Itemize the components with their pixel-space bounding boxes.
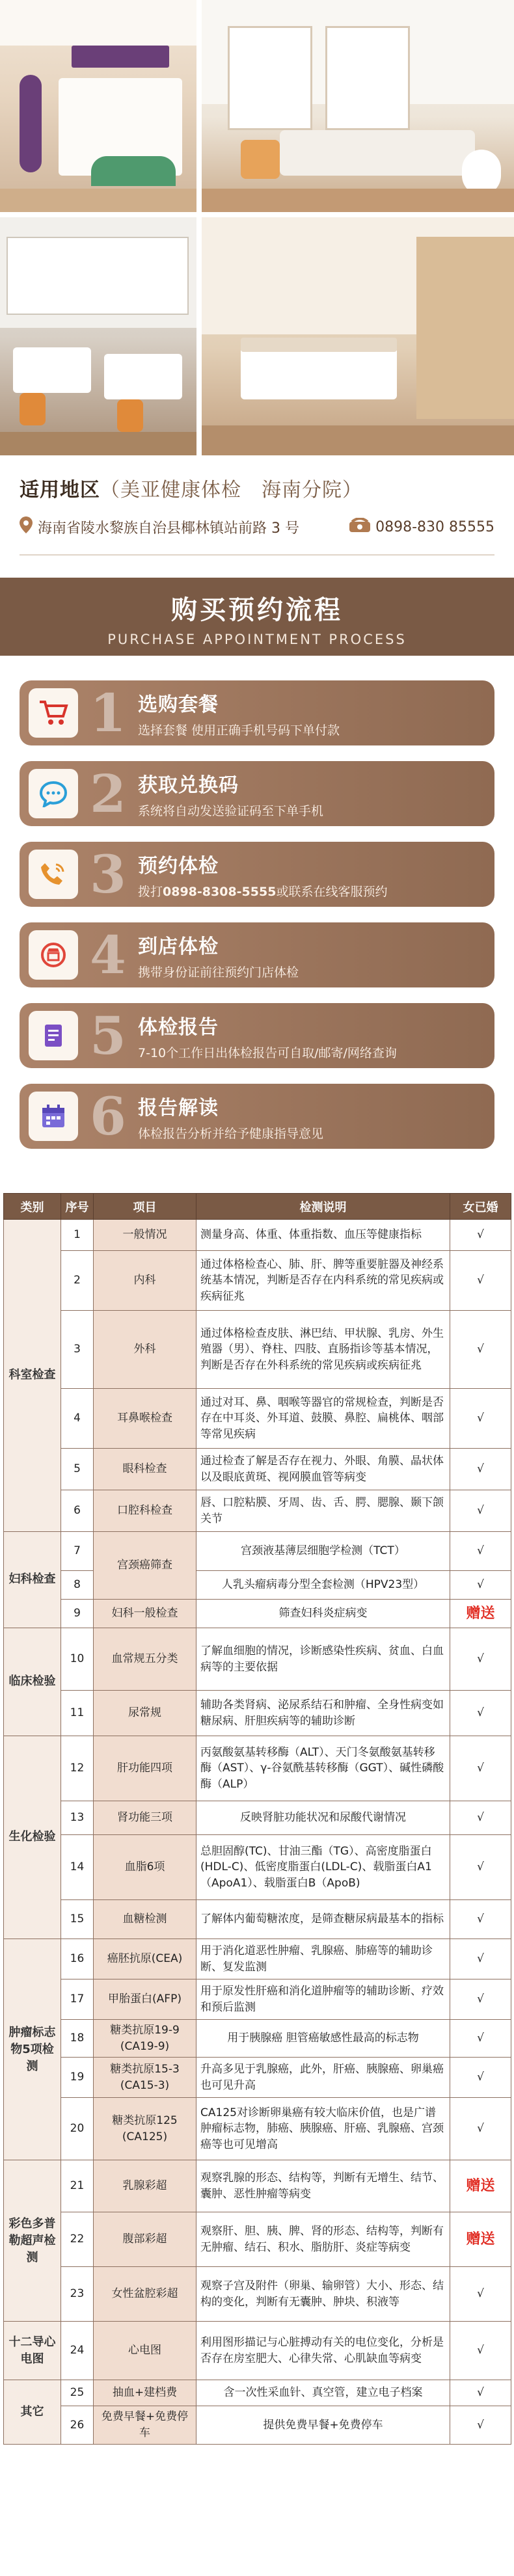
- step-desc: 选择套餐 使用正确手机号码下单付款: [138, 723, 340, 738]
- table-row: 13 肾功能三项 反映肾脏功能状况和尿酸代谢情况 √: [4, 1801, 511, 1835]
- dining-photo: [0, 217, 196, 455]
- banner-title: 购买预约流程: [171, 595, 343, 625]
- step-4: 4 到店体检 携带身份证前往预约门店体检: [20, 922, 494, 987]
- report-icon: [29, 1011, 78, 1060]
- store-icon: [29, 930, 78, 980]
- phone-icon: [29, 850, 78, 899]
- telephone-icon: [349, 518, 370, 536]
- shopping-cart-icon: [29, 688, 78, 738]
- address: 海南省陵水黎族自治县椰林镇站前路 3 号: [20, 517, 299, 537]
- step-2: 2 获取兑换码 系统将自动发送验证码至下单手机: [20, 761, 494, 826]
- table-row: 11 尿常规 辅助各类肾病、泌尿系结石和肿瘤、全身性病变如糖尿病、肝胆疾病等的辅助诊断 √: [4, 1691, 511, 1736]
- category-cell: 彩色多普勒超声检测: [4, 2160, 61, 2322]
- table-header: [4, 1194, 511, 1220]
- category-cell: 科室检查: [4, 1220, 61, 1532]
- step-desc: 携带身份证前往预约门店体检: [138, 965, 299, 980]
- table-row: 科室检查 1 一般情况 测量身高、体重、体重指数、血压等健康指标 √: [4, 1220, 511, 1251]
- step-title: 到店体检: [138, 935, 219, 958]
- table-row: 其它 25 抽血+建档费 含一次性采血针、真空管，建立电子档案 √: [4, 2380, 511, 2406]
- step-title: 体检报告: [138, 1015, 219, 1039]
- step-6: 6 报告解读 体检报告分析并给予健康指导意见: [20, 1084, 494, 1149]
- step-1: 1 选购套餐 选择套餐 使用正确手机号码下单付款: [20, 680, 494, 745]
- category-cell: 临床检验: [4, 1628, 61, 1736]
- header-desc: 检测说明: [196, 1194, 450, 1220]
- step-5: 5 体检报告 7-10个工作日出体检报告可自取/邮寄/网络查询: [20, 1003, 494, 1068]
- table-row: 生化检验 12 肝功能四项 丙氨酸氨基转移酶（ALT）、天门冬氨酸氨基转移酶（AST）、γ-谷氨酰基转移酶（GGT）、碱性磷酸酶（ALP） √: [4, 1736, 511, 1801]
- step-title: 获取兑换码: [138, 773, 239, 797]
- step-title: 报告解读: [138, 1096, 219, 1120]
- lounge-photo: [202, 0, 514, 212]
- table-row: 14 血脂6项 总胆固醇(TC)、甘油三酯（TG）、高密度脂蛋白(HDL-C)、低密度脂蛋白(LDL-C)、载脂蛋白A1（ApoA1）、载脂蛋白B（ApoB) √: [4, 1835, 511, 1900]
- header-married-female: 女已婚: [450, 1194, 511, 1220]
- category-cell: 十二导心电图: [4, 2322, 61, 2380]
- gift-badge: 赠送: [450, 1600, 511, 1628]
- location-pin-icon: [20, 517, 33, 537]
- process-steps: [0, 656, 514, 1171]
- table-row: 15 血糖检测 了解体内葡萄糖浓度，是筛查糖尿病最基本的指标 √: [4, 1900, 511, 1939]
- table-row: 19 糖类抗原15-3 (CA15-3) 升高多见于乳腺癌，此外，肝癌、胰腺癌、卵巢癌也可见升高 √: [4, 2058, 511, 2098]
- region-title: 适用地区（美亚健康体检 海南分院）: [20, 479, 362, 502]
- table-row: 妇科检查 7 宫颈癌筛查 宫颈液基薄层细胞学检测（TCT） √: [4, 1532, 511, 1571]
- table-row: 6 口腔科检查 唇、口腔粘膜、牙周、齿、舌、腭、腮腺、颞下颌关节 √: [4, 1490, 511, 1532]
- table-row: 彩色多普勒超声检测 21 乳腺彩超 观察乳腺的形态、结构等，判断有无增生、结节、囊肿、恶性肿瘤等病变 赠送: [4, 2160, 511, 2212]
- phone[interactable]: 0898-830 85555: [349, 518, 494, 536]
- table-row: 26 免费早餐+免费停车 提供免费早餐+免费停车 √: [4, 2406, 511, 2444]
- table-row: 17 甲胎蛋白(AFP) 用于原发性肝癌和消化道肿瘤等的辅助诊断、疗效和预后监测 √: [4, 1979, 511, 2020]
- step-3: 3 预约体检 拨打0898-8308-5555或联系在线客服预约: [20, 842, 494, 907]
- table-row: 22 腹部彩超 观察肝、胆、胰、脾、肾的形态、结构等，判断有无肿瘤、结石、积水、脂肪肝、炎症等病变 赠送: [4, 2212, 511, 2267]
- category-cell: 其它: [4, 2380, 61, 2444]
- banner-subtitle: PURCHASE APPOINTMENT PROCESS: [107, 632, 407, 647]
- venue-photos: [0, 0, 514, 455]
- header-category: 类别: [4, 1194, 61, 1220]
- rest-room-photo: [202, 217, 514, 455]
- table-row: 肿瘤标志物5项检测 16 癌胚抗原(CEA) 用于消化道恶性肿瘤、乳腺癌、肺癌等的辅助诊断、复发监测 √: [4, 1939, 511, 1979]
- gift-badge: 赠送: [450, 2212, 511, 2267]
- booking-phone[interactable]: 0898-8308-5555: [163, 884, 277, 899]
- category-cell: 生化检验: [4, 1736, 61, 1939]
- table-row: 临床检验 10 血常规五分类 了解血细胞的情况，诊断感染性疾病、贫血、白血病等的主要依据 √: [4, 1628, 511, 1691]
- step-title: 选购套餐: [138, 693, 219, 716]
- table-row: 8 人乳头瘤病毒分型全套检测（HPV23型） √: [4, 1571, 511, 1600]
- gift-badge: 赠送: [450, 2160, 511, 2212]
- table-row: 23 女性盆腔彩超 观察子宫及附件（卵巢、输卵管）大小、形态、结构的变化，判断有无囊肿、肿块、积液等 √: [4, 2267, 511, 2322]
- category-cell: 妇科检查: [4, 1532, 61, 1628]
- header-item: 项目: [94, 1194, 196, 1220]
- table-row: 3 外科 通过体格检查皮肤、淋巴结、甲状腺、乳房、外生殖器（男）、脊柱、四肢、直肠指诊等基本情况，判断是否存在外科系统的常见疾病或疾病征兆 √: [4, 1311, 511, 1389]
- calendar-icon: [29, 1092, 78, 1141]
- table-row: 18 糖类抗原19-9 (CA19-9) 用于胰腺癌 胆管癌敏感性最高的标志物 √: [4, 2020, 511, 2058]
- table-row: 20 糖类抗原125 (CA125) CA125对诊断卵巢癌有较大临床价值，也是广谱肿瘤标志物，肺癌、胰腺癌、肝癌、乳腺癌、宫颈癌等也可见增高 √: [4, 2098, 511, 2160]
- region-section: [0, 455, 514, 556]
- header-no: 序号: [61, 1194, 94, 1220]
- chat-bubble-icon: [29, 769, 78, 818]
- step-desc: 7-10个工作日出体检报告可自取/邮寄/网络查询: [138, 1045, 397, 1060]
- table-row: 2 内科 通过体格检查心、肺、肝、脾等重要脏器及神经系统基本情况，判断是否存在内科系统的常见疾病或疾病征兆 √: [4, 1251, 511, 1311]
- step-desc: 体检报告分析并给予健康指导意见: [138, 1126, 324, 1141]
- process-banner: [0, 578, 514, 656]
- table-row: 9 妇科一般检查 筛查妇科炎症病变 赠送: [4, 1600, 511, 1628]
- step-desc: 拨打0898-8308-5555或联系在线客服预约: [138, 884, 388, 899]
- step-desc: 系统将自动发送验证码至下单手机: [138, 803, 324, 818]
- table-row: 4 耳鼻喉检查 通过对耳、鼻、咽喉等器官的常规检查，判断是否存在中耳炎、外耳道、鼓膜、鼻腔、扁桃体、咽部等常见疾病 √: [4, 1389, 511, 1449]
- table-row: 十二导心电图 24 心电图 利用图形描记与心脏搏动有关的电位变化，分析是否存在房室肥大、心律失常、心肌缺血等病变 √: [4, 2322, 511, 2380]
- reception-photo: [0, 0, 196, 212]
- category-cell: 肿瘤标志物5项检测: [4, 1939, 61, 2160]
- table-row: 5 眼科检查 通过检查了解是否存在视力、外眼、角膜、晶状体以及眼底黄斑、视网膜血管等病变 √: [4, 1449, 511, 1490]
- exam-items-table: [3, 1193, 511, 2445]
- step-title: 预约体检: [138, 854, 219, 878]
- divider: [20, 554, 494, 556]
